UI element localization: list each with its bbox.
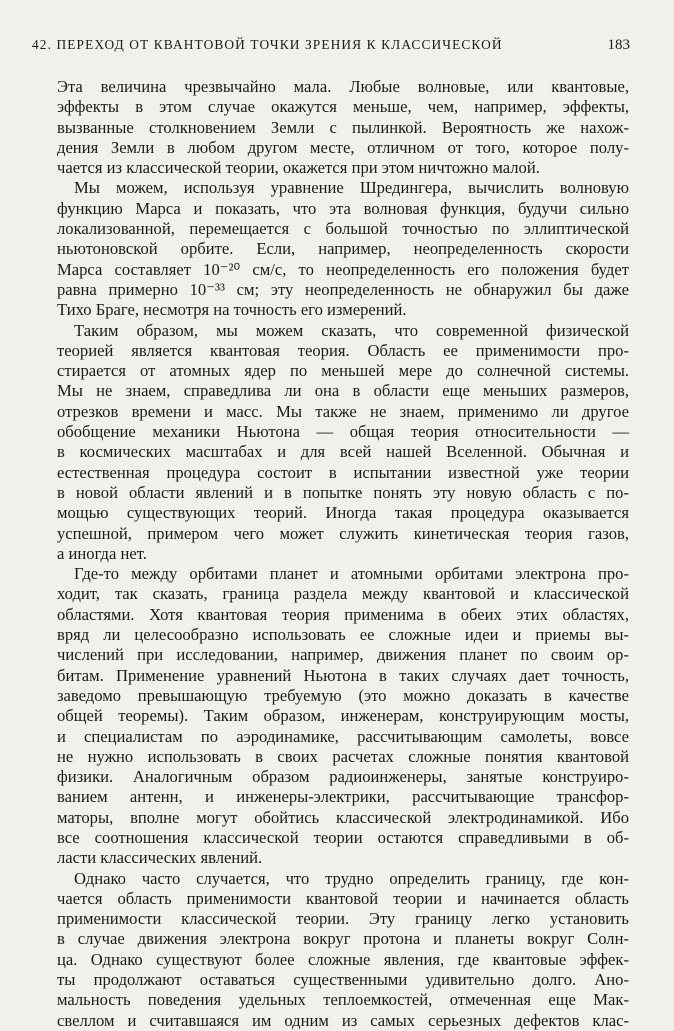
- text-line: в новой области явлений и в попытке понять эту новую область с по-: [57, 482, 629, 502]
- text-line: вызванные столкновением Земли с пылинкой. Вероятность же нахож-: [57, 117, 629, 137]
- text-line: в случае движения электрона вокруг протона и планеты вокруг Солн-: [57, 929, 629, 949]
- text-line: а иногда нет.: [57, 543, 147, 563]
- text-line: теорией является квантовая теория. Область ее применимости про-: [57, 340, 629, 360]
- page-number: 183: [607, 37, 630, 53]
- text-line: успешной, примером чего может служить кинетическая теория газов,: [57, 523, 629, 543]
- text-line: стирается от атомных ядер по меньшей мере до солнечной системы.: [57, 361, 629, 381]
- text-line: заведомо превышающую требуемую (это можно доказать в качестве: [57, 685, 629, 705]
- page-header: [32, 37, 630, 59]
- text-line: Таким образом, мы можем сказать, что современной физической: [74, 320, 629, 340]
- text-line: ванием антенн, и инженеры-электрики, рассчитывающие трансфор-: [57, 787, 629, 807]
- paragraph: [57, 869, 629, 1031]
- text-line: вряд ли целесообразно использовать ее сложные идеи и приемы вы-: [57, 625, 629, 645]
- text-line: равна примерно 10⁻³³ см; эту неопределенность не обнаружил бы даже: [57, 279, 629, 299]
- paragraph: [57, 564, 629, 868]
- text-line: мощью существующих теорий. Иногда такая процедура оказывается: [57, 503, 629, 523]
- text-line: ходит, так сказать, граница раздела между квантовой и классической: [57, 584, 629, 604]
- text-line: свеллом и считавшаяся им одним из самых серьезных дефектов клас-: [57, 1010, 629, 1030]
- text-line: мальность поведения удельных теплоемкостей, отмеченная еще Мак-: [57, 990, 629, 1010]
- text-line: Марса составляет 10⁻²⁰ см/с, то неопределенность его положения будет: [57, 259, 629, 279]
- text-line: обобщение механики Ньютона — общая теория относительности —: [57, 422, 629, 442]
- text-line: отрезков времени и масс. Мы также не знаем, применимо ли другое: [57, 401, 629, 421]
- text-line: применимости классической теории. Эту границу легко установить: [57, 909, 629, 929]
- text-line: дения Земли в любом другом месте, отличном от того, которое полу-: [57, 137, 629, 157]
- text-line: все соотношения классической теории остаются справедливыми в об-: [57, 827, 629, 847]
- text-line: ньютоновской орбите. Если, например, неопределенность скорости: [57, 239, 629, 259]
- text-line: ласти классических явлений.: [57, 848, 263, 868]
- text-line: естественная процедура состоит в испытании известной уже теории: [57, 462, 629, 482]
- text-line: битам. Применение уравнений Ньютона в таких случаях дает точность,: [57, 665, 629, 685]
- text-line: Мы можем, используя уравнение Шредингера, вычислить волновую: [74, 178, 629, 198]
- text-line: ца. Однако существуют более сложные явления, где квантовые эффек-: [57, 949, 629, 969]
- text-line: функцию Марса и показать, что эта волновая функция, будучи сильно: [57, 198, 629, 218]
- text-line: маторы, вполне могут обойтись классической электродинамикой. Ибо: [57, 807, 629, 827]
- text-line: эффекты в этом случае окажутся меньше, чем, например, эффекты,: [57, 97, 629, 117]
- body-text: [57, 77, 629, 1031]
- text-line: чается из классической теории, окажется при этом ничтожно малой.: [57, 158, 540, 178]
- paragraph: [57, 77, 629, 178]
- text-line: локализованной, перемещается с большой точностью по эллиптической: [57, 219, 629, 239]
- text-line: Тихо Браге, несмотря на точность его измерений.: [57, 300, 407, 320]
- text-line: в космических масштабах и для всей нашей Вселенной. Обычная и: [57, 442, 629, 462]
- text-line: Эта величина чрезвычайно мала. Любые волновые, или квантовые,: [57, 77, 629, 96]
- paragraph: [57, 321, 629, 565]
- text-line: Мы не знаем, справедлива ли она в области еще меньших размеров,: [57, 381, 629, 401]
- text-line: областями. Хотя квантовая теория применима в обеих этих областях,: [57, 604, 629, 624]
- text-line: ты продолжают оставаться существенными удивительно долго. Ано-: [57, 970, 629, 990]
- text-line: и специалистам по аэродинамике, рассчитывающим самолеты, вовсе: [57, 726, 629, 746]
- paragraph: [57, 178, 629, 320]
- text-line: чается область применимости квантовой теории и начинается область: [57, 888, 629, 908]
- text-line: Где-то между орбитами планет и атомными орбитами электрона про-: [74, 564, 629, 584]
- text-line: общей теоремы). Таким образом, инженерам, конструирующим мосты,: [57, 706, 629, 726]
- text-line: не нужно использовать в своих расчетах сложные понятия квантовой: [57, 746, 629, 766]
- text-line: числений при исследовании, например, движения планет по своим ор-: [57, 645, 629, 665]
- running-head: 42. ПЕРЕХОД ОТ КВАНТОВОЙ ТОЧКИ ЗРЕНИЯ К КЛАССИЧЕСКОЙ: [32, 37, 503, 52]
- text-line: Однако часто случается, что трудно определить границу, где кон-: [74, 868, 629, 888]
- text-line: физики. Аналогичным образом радиоинженеры, занятые конструиро-: [57, 767, 629, 787]
